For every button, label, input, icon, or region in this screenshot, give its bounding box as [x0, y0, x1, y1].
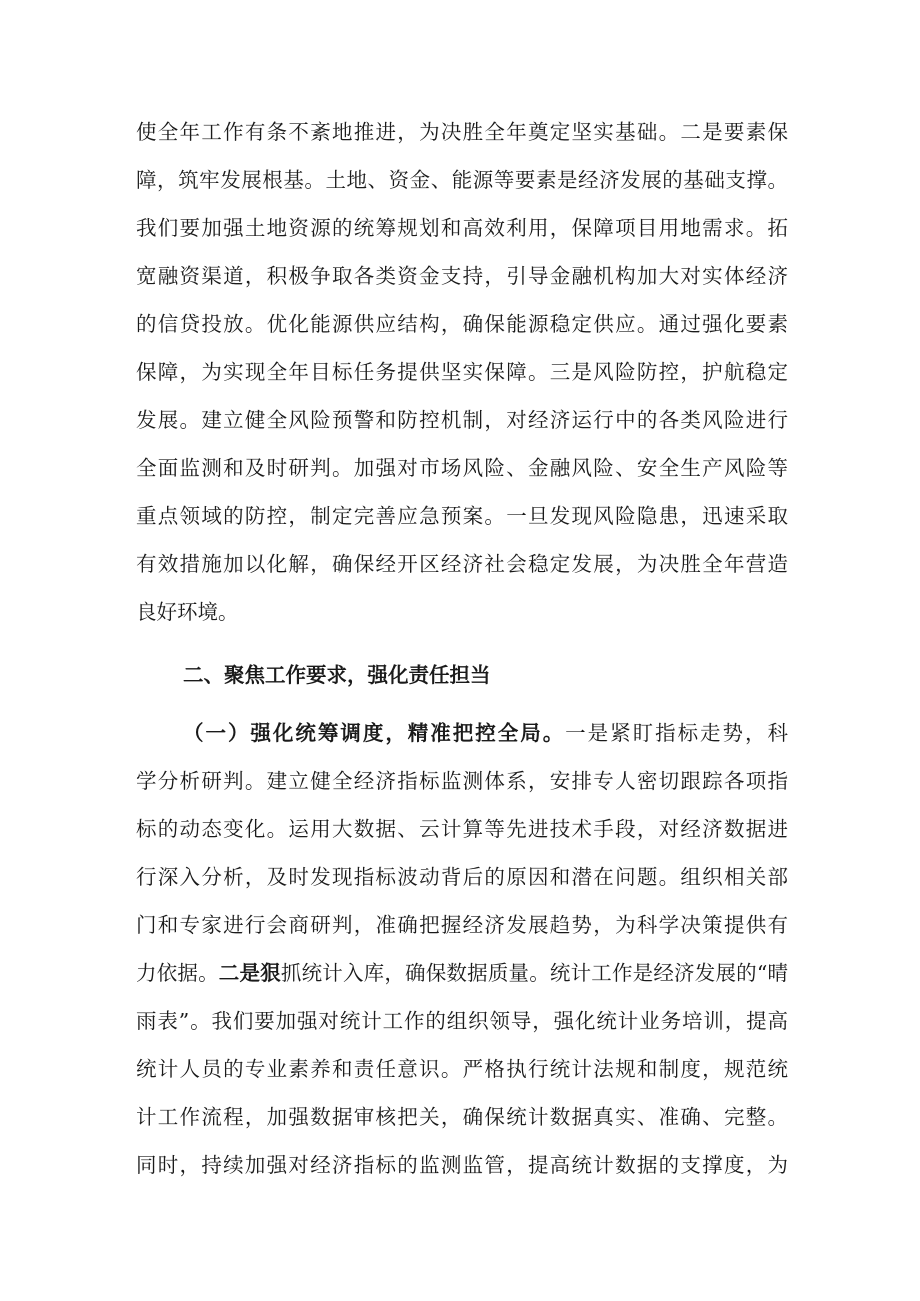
- paragraph-line: 同时，持续加强对经济指标的监测监管，提高统计数据的支撑度，为: [136, 1153, 788, 1177]
- paragraph-line: 保障，为实现全年目标任务提供坚实保障。三是风险防控，护航稳定: [136, 360, 788, 384]
- paragraph-line: 门和专家进行会商研判，准确把握经济发展趋势，为科学决策提供有: [136, 913, 788, 937]
- paragraph-line: 宽融资渠道，积极争取各类资金支持，引导金融机构加大对实体经济: [136, 264, 788, 288]
- paragraph-line: 良好环境。: [136, 600, 239, 624]
- paragraph-line: 学分析研判。建立健全经济指标监测体系，安排专人密切跟踪各项指: [136, 769, 788, 793]
- paragraph-line: 统计人员的专业素养和责任意识。严格执行统计法规和制度，规范统: [136, 1057, 788, 1081]
- line-rest: 抓统计入库，确保数据质量。统计工作是经济发展的“晴: [280, 961, 789, 985]
- paragraph-line: 雨表”。我们要加强对统计工作的组织领导，强化统计业务培训，提高: [136, 1009, 788, 1033]
- paragraph-line: 的信贷投放。优化能源供应结构，确保能源稳定供应。通过强化要素: [136, 312, 788, 336]
- paragraph-line: 障，筑牢发展根基。土地、资金、能源等要素是经济发展的基础支撑。: [136, 168, 788, 192]
- paragraph-line: 使全年工作有条不紊地推进，为决胜全年奠定坚实基础。二是要素保: [136, 120, 788, 144]
- bold-phrase: 二是狠: [218, 961, 281, 985]
- paragraph-line: 重点领域的防控，制定完善应急预案。一旦发现风险隐患，迅速采取: [136, 504, 788, 528]
- paragraph-line: 标的动态变化。运用大数据、云计算等先进技术手段，对经济数据进: [136, 817, 788, 841]
- subsection-title: （一）强化统筹调度，精准把控全局。: [183, 721, 566, 745]
- paragraph-line: 发展。建立健全风险预警和防控机制，对经济运行中的各类风险进行: [136, 408, 788, 432]
- section-heading: 二、聚焦工作要求，强化责任担当: [183, 663, 491, 687]
- paragraph-line: 我们要加强土地资源的统筹规划和高效利用，保障项目用地需求。拓: [136, 216, 788, 240]
- line-prefix: 力依据。: [136, 961, 219, 985]
- paragraph-line: 有效措施加以化解，确保经开区经济社会稳定发展，为决胜全年营造: [136, 552, 788, 576]
- paragraph-line: 全面监测和及时研判。加强对市场风险、金融风险、安全生产风险等: [136, 456, 788, 480]
- paragraph-mixed-line: [136, 953, 788, 993]
- lead-text: 一是紧盯指标走势，科: [565, 721, 788, 745]
- paragraph-line: 计工作流程，加强数据审核把关，确保统计数据真实、准确、完整。: [136, 1105, 788, 1129]
- paragraph-lead-line: [183, 713, 788, 753]
- paragraph-line: 行深入分析，及时发现指标波动背后的原因和潜在问题。组织相关部: [136, 865, 788, 889]
